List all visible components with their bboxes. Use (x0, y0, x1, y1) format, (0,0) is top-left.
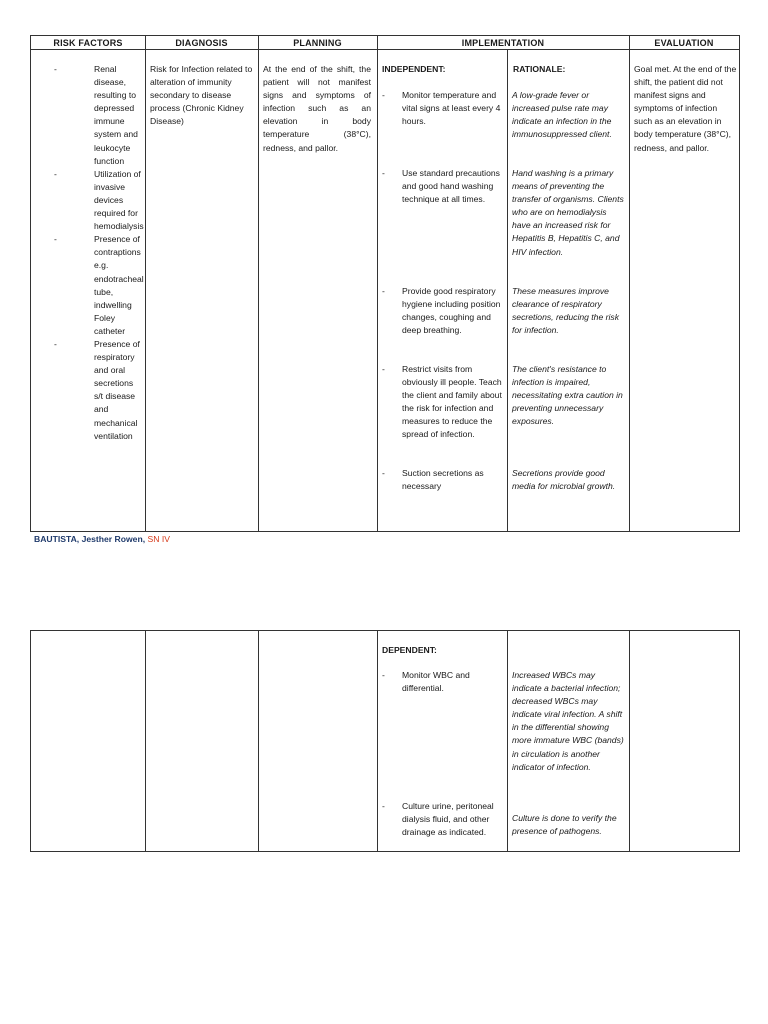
column-divider (507, 631, 508, 851)
dependent-label: DEPENDENT: (382, 645, 437, 655)
rationale-text: A low-grade fever or increased pulse rate may indicate an infection in the immunosuppressed client. (512, 90, 612, 140)
care-plan-table-continued (30, 630, 740, 852)
intervention-text: Suction secretions as necessary (402, 468, 484, 492)
column-divider (258, 36, 259, 531)
risk-factor-text: Presence of respiratory and oral secretions s/t disease and mechanical ventilation (94, 338, 140, 441)
list-item: - Presence of contraptions e.g. endotracheal tube, indwelling Foley catheter (54, 234, 144, 336)
header-diagnosis: DIAGNOSIS (175, 38, 228, 48)
intervention-item: - Monitor temperature and vital signs at least every 4 hours. (382, 90, 501, 127)
rationale-text: Hand washing is a primary means of preventing the transfer of organisms. Clients who are on hemodialysis have an increased risk for Hepatitis B, Hepatitis C, and HIV infection. (512, 168, 624, 257)
column-divider (377, 36, 378, 531)
intervention-item: - Suction secretions as necessary (382, 468, 484, 492)
intervention-text: Use standard precautions and good hand washing technique at all times. (402, 168, 500, 205)
planning-text: At the end of the shift, the patient will not manifest signs and symptoms of infection such as an elevation in body temperature (38°C), redness, and pallor. (263, 64, 371, 153)
column-divider (507, 50, 508, 531)
risk-factor-text: Renal disease, resulting to depressed immune system and leukocyte function (94, 64, 138, 166)
intervention-item: - Provide good respiratory hygiene including position changes, coughing and deep breathing. (382, 286, 501, 336)
list-item: - Presence of respiratory and oral secretions s/t disease and mechanical ventilation (54, 338, 140, 441)
intervention-item: - Culture urine, peritoneal dialysis fluid, and other drainage as indicated. (382, 801, 494, 838)
header-evaluation: EVALUATION (654, 38, 714, 48)
column-divider (145, 36, 146, 531)
column-divider (377, 631, 378, 851)
intervention-item: - Monitor WBC and differential. (382, 670, 470, 694)
list-item: - Utilization of invasive devices required for hemodialysis (54, 168, 144, 232)
independent-label: INDEPENDENT: (382, 64, 446, 74)
header-risk-factors: RISK FACTORS (53, 38, 123, 48)
intervention-item: - Restrict visits from obviously ill people. Teach the client and family about the risk for infection and measures to reduce the spread of infection. (382, 364, 502, 440)
header-planning: PLANNING (293, 38, 342, 48)
student-level: SN IV (147, 534, 170, 544)
risk-factors-list (54, 63, 142, 443)
risk-factor-text: Presence of contraptions e.g. endotracheal tube, indwelling Foley catheter (94, 234, 144, 336)
header-implementation: IMPLEMENTATION (461, 38, 545, 48)
intervention-text: Culture urine, peritoneal dialysis fluid, and other drainage as indicated. (402, 801, 494, 838)
column-divider (629, 36, 630, 531)
intervention-text: Provide good respiratory hygiene including position changes, coughing and deep breathing. (402, 286, 501, 336)
rationale-text: Culture is done to verify the presence of pathogens. (512, 813, 617, 837)
rationale-text: Increased WBCs may indicate a bacterial infection; decreased WBCs may indicate viral infection. A shift in the differential showing more immature WBC (bands) in circulation is another indicator of infection. (512, 670, 624, 772)
rationale-text: These measures improve clearance of respiratory secretions, reducing the risk for infection. (512, 286, 619, 336)
rationale-text: Secretions provide good media for microbial growth. (512, 468, 616, 492)
evaluation-text: Goal met. At the end of the shift, the patient did not manifest signs and symptoms of infection such as an elevation in body temperature (38°C), redness, and pallor. (634, 64, 737, 153)
intervention-text: Monitor WBC and differential. (402, 670, 470, 694)
intervention-text: Monitor temperature and vital signs at least every 4 hours. (402, 90, 501, 127)
list-item: - Renal disease, resulting to depressed immune system and leukocyte function (54, 64, 138, 166)
column-divider (258, 631, 259, 851)
risk-factor-text: Utilization of invasive devices required for hemodialysis (94, 168, 144, 232)
rationale-text: The client's resistance to infection is impaired, necessitating extra caution in preventing unnecessary exposures. (512, 364, 623, 427)
author-signature (34, 533, 170, 545)
care-plan-table (30, 35, 740, 532)
author-name: BAUTISTA, Jesther Rowen, (34, 534, 146, 544)
column-divider (629, 631, 630, 851)
column-divider (145, 631, 146, 851)
rationale-label: RATIONALE: (513, 64, 566, 74)
diagnosis-text: Risk for Infection related to alteration of immunity secondary to disease process (Chronic Kidney Disease) (150, 64, 253, 127)
intervention-text: Restrict visits from obviously ill people. Teach the client and family about the risk for infection and measures to reduce the spread of infection. (402, 364, 502, 440)
intervention-item: - Use standard precautions and good hand washing technique at all times. (382, 168, 500, 205)
